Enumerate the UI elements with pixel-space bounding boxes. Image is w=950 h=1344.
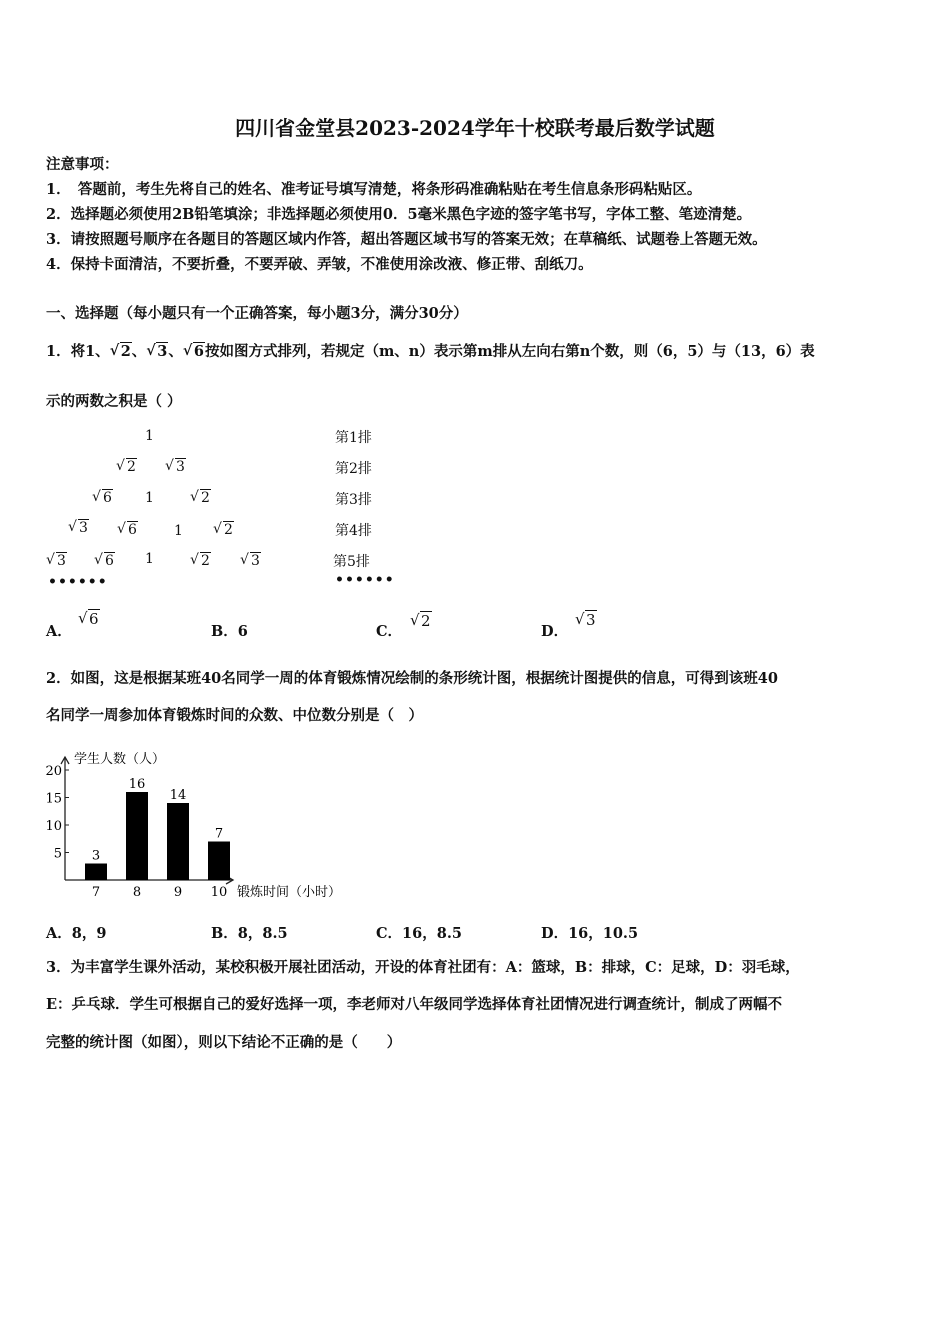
tri-cell: √ 3 bbox=[68, 520, 89, 536]
tri-cell: 1 bbox=[145, 551, 154, 567]
x-tick-label: 9 bbox=[173, 885, 183, 900]
row-label: 第5排 bbox=[333, 554, 370, 570]
sqrt-3: √ 3 bbox=[146, 343, 168, 360]
ellipsis: •••••• bbox=[48, 574, 108, 590]
question-1-line2: 示的两数之积是（ ） bbox=[46, 393, 182, 410]
notice-item: 4．保持卡面清洁，不要折叠，不要弄破、弄皱，不准使用涂改液、修正带、刮纸刀。 bbox=[46, 256, 593, 273]
option-d[interactable]: D． bbox=[541, 623, 569, 640]
option-c[interactable]: C．16，8.5 bbox=[376, 925, 462, 942]
page-title: 四川省金堂县2023-2024学年十校联考最后数学试题 bbox=[235, 116, 715, 140]
tri-cell: √ 3 bbox=[165, 459, 186, 475]
q1-prefix: 1．将1、 bbox=[46, 343, 110, 360]
y-tick-label: 15 bbox=[45, 791, 62, 807]
y-tick-label: 5 bbox=[53, 846, 62, 862]
row-label: 第1排 bbox=[335, 430, 372, 446]
x-tick-label: 7 bbox=[91, 885, 101, 900]
question-1-line1 bbox=[46, 340, 815, 361]
bar-value-label: 3 bbox=[91, 848, 101, 864]
question-2-line1: 2．如图，这是根据某班40名同学一周的体育锻炼情况绘制的条形统计图，根据统计图提供的信息，可得到该班40 bbox=[46, 670, 778, 687]
bar bbox=[167, 803, 189, 880]
ellipsis: •••••• bbox=[335, 572, 395, 588]
question-3-line2: E：乒乓球．学生可根据自己的爱好选择一项，李老师对八年级同学选择体育社团情况进行调查统计，制成了两幅不 bbox=[46, 996, 783, 1013]
row-label: 第3排 bbox=[335, 492, 372, 508]
q1-sep: 、 bbox=[168, 343, 183, 360]
y-axis-label: 学生人数（人） bbox=[74, 752, 166, 767]
tri-cell: √ 3 bbox=[46, 553, 67, 569]
question-2-line2: 名同学一周参加体育锻炼时间的众数、中位数分别是（ ） bbox=[46, 707, 423, 724]
tri-cell: √ 2 bbox=[190, 553, 211, 569]
tri-cell: 1 bbox=[145, 428, 154, 444]
bar-value-label: 7 bbox=[214, 826, 224, 842]
option-a[interactable]: A．8，9 bbox=[46, 925, 107, 942]
notice-heading: 注意事项： bbox=[46, 156, 119, 173]
sqrt-2: √ 2 bbox=[110, 343, 132, 360]
tri-cell: √ 6 bbox=[94, 553, 115, 569]
option-a-value: √ 6 bbox=[78, 610, 100, 628]
x-axis-label: 锻炼时间（小时） bbox=[237, 885, 342, 900]
bar bbox=[208, 842, 230, 881]
bar-chart bbox=[40, 735, 370, 910]
y-tick-label: 20 bbox=[45, 764, 62, 779]
notice-item: 1． 答题前，考生先将自己的姓名、准考证号填写清楚，将条形码准确粘贴在考生信息条形码粘贴区。 bbox=[46, 181, 702, 198]
tri-cell: 1 bbox=[145, 490, 154, 506]
option-b[interactable]: B．6 bbox=[211, 623, 248, 640]
option-d[interactable]: D．16，10.5 bbox=[541, 925, 639, 942]
tri-cell: √ 2 bbox=[116, 459, 137, 475]
sqrt-6: √ 6 bbox=[183, 343, 205, 360]
tri-cell: √ 3 bbox=[240, 553, 261, 569]
question-3-line1: 3．为丰富学生课外活动，某校积极开展社团活动，开设的体育社团有：A：篮球，B：排球，C：足球，D：羽毛球， bbox=[46, 959, 800, 976]
option-a[interactable]: A． bbox=[46, 623, 72, 640]
tri-cell: √ 2 bbox=[213, 522, 234, 538]
notice-item: 3．请按照题号顺序在各题目的答题区域内作答，超出答题区域书写的答案无效；在草稿纸、试题卷上答题无效。 bbox=[46, 231, 767, 248]
tri-cell: 1 bbox=[174, 523, 183, 539]
option-c[interactable]: C． bbox=[376, 623, 403, 640]
bar bbox=[126, 792, 148, 880]
question-3-line3: 完整的统计图（如图），则以下结论不正确的是（ ） bbox=[46, 1034, 402, 1051]
bar-value-label: 14 bbox=[169, 788, 187, 803]
q1-sep: 、 bbox=[131, 343, 147, 360]
bar-value-label: 16 bbox=[128, 777, 146, 792]
x-tick-label: 10 bbox=[210, 885, 228, 900]
row-label: 第2排 bbox=[335, 461, 372, 477]
row-label: 第4排 bbox=[335, 523, 372, 539]
q1-text: 按如图方式排列，若规定（m、n）表示第m排从左向右第n个数，则（6，5）与（13，6）表 bbox=[204, 343, 815, 360]
bar bbox=[85, 864, 107, 881]
tri-cell: √ 6 bbox=[117, 522, 138, 538]
y-tick-label: 10 bbox=[45, 819, 62, 834]
option-c-value: √ 2 bbox=[410, 612, 432, 630]
tri-cell: √ 2 bbox=[190, 490, 211, 506]
tri-cell: √ 6 bbox=[92, 490, 113, 506]
notice-item: 2．选择题必须使用2B铅笔填涂；非选择题必须使用0．5毫米黑色字迹的签字笔书写，字体工整、笔迹清楚。 bbox=[46, 206, 752, 223]
section-heading: 一、选择题（每小题只有一个正确答案，每小题3分，满分30分） bbox=[46, 305, 468, 322]
x-tick-label: 8 bbox=[132, 885, 142, 900]
option-d-value: √ 3 bbox=[575, 611, 597, 629]
option-b[interactable]: B．8，8.5 bbox=[211, 925, 288, 942]
